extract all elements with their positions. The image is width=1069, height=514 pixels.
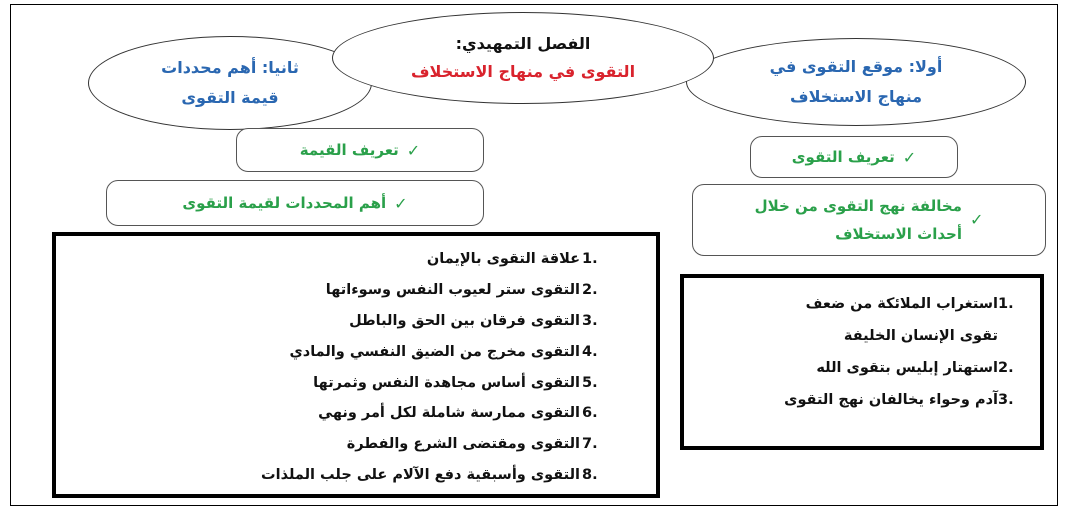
check-icon: ✓ xyxy=(406,140,421,160)
determinants-list-box xyxy=(52,232,660,498)
chapter-ellipse xyxy=(332,12,714,104)
key-determinants-pill xyxy=(106,180,484,226)
list-text: التقوى ممارسة شاملة لكل أمر ونهي xyxy=(318,405,580,422)
section-two-subtitle: قيمة التقوى xyxy=(181,88,279,107)
check-icon: ✓ xyxy=(394,193,408,213)
list-text: التقوى ستر لعيوب النفس وسوءاتها xyxy=(325,282,580,299)
list-text: التقوى مخرج من الضيق النفسي والمادي xyxy=(289,343,580,360)
list-item xyxy=(76,429,612,460)
section-one-title: أولا: موقع التقوى في xyxy=(769,57,943,76)
list-text: التقوى أساس مجاهدة النفس وثمرتها xyxy=(313,374,580,391)
list-number: 1. xyxy=(582,251,598,268)
events-list-box xyxy=(680,274,1044,450)
pill-line-2: أحداث الاستخلاف xyxy=(835,225,962,243)
list-text: استهتار إبليس بتقوى الله xyxy=(816,360,998,376)
list-item xyxy=(76,306,612,337)
section-one-ellipse xyxy=(686,38,1026,126)
list-number: 2. xyxy=(998,360,1014,376)
list-text: آدم وحواء يخالفان نهج التقوى xyxy=(784,392,998,408)
pill-label: تعريف القيمة xyxy=(299,141,399,159)
taqwa-definition-pill xyxy=(750,136,958,178)
list-item xyxy=(698,352,1026,384)
list-item xyxy=(76,244,612,275)
check-icon: ✓ xyxy=(969,210,984,229)
list-item xyxy=(76,275,612,306)
list-number: 4. xyxy=(582,343,598,360)
list-number: 3. xyxy=(998,392,1014,408)
pill-label: أهم المحددات لقيمة التقوى xyxy=(182,194,387,212)
check-icon: ✓ xyxy=(902,147,917,167)
section-one-subtitle: منهاج الاستخلاف xyxy=(789,87,923,106)
list-item xyxy=(76,398,612,429)
list-text: علاقة التقوى بالإيمان xyxy=(426,251,580,268)
list-number: 1. xyxy=(998,296,1014,312)
chapter-label: الفصل التمهيدي: xyxy=(455,34,591,53)
list-number: 2. xyxy=(582,282,598,299)
list-text-line-1: استغراب الملائكة من ضعف xyxy=(805,296,998,312)
pill-label: تعريف التقوى xyxy=(791,148,895,166)
list-text-line-2: تقوى الإنسان الخليفة xyxy=(843,328,998,344)
list-item xyxy=(698,288,1026,352)
list-item xyxy=(76,336,612,367)
value-definition-pill xyxy=(236,128,484,172)
list-number: 7. xyxy=(582,436,598,453)
list-number: 8. xyxy=(582,466,598,483)
list-number: 6. xyxy=(582,405,598,422)
list-number: 5. xyxy=(582,374,598,391)
violation-pill xyxy=(692,184,1046,256)
pill-line-1: مخالفة نهج التقوى من خلال xyxy=(754,197,962,215)
list-item xyxy=(698,384,1026,416)
list-text: التقوى وأسبقية دفع الآلام على جلب الملذات xyxy=(261,466,580,483)
section-two-title: ثانيا: أهم محددات xyxy=(161,58,299,77)
list-text: التقوى ومقتضى الشرع والفطرة xyxy=(346,436,580,453)
chapter-title: التقوى في منهاج الاستخلاف xyxy=(410,62,636,81)
list-text xyxy=(806,288,998,352)
list-text: التقوى فرقان بين الحق والباطل xyxy=(349,312,580,329)
list-number: 3. xyxy=(582,312,598,329)
list-item xyxy=(76,367,612,398)
list-item xyxy=(76,460,612,491)
section-two-ellipse xyxy=(88,36,372,130)
pill-label xyxy=(755,192,962,248)
